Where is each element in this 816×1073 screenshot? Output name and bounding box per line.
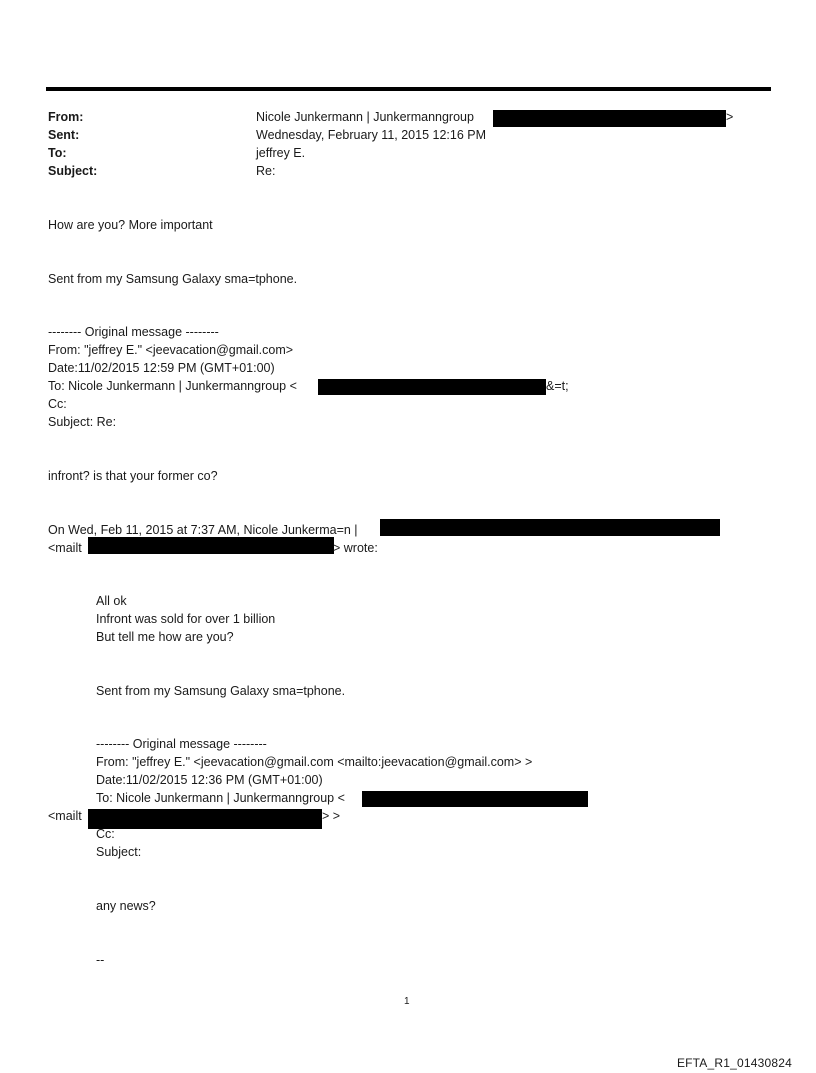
quoted-line-1: All ok [96,594,127,608]
infront-line: infront? is that your former co? [48,469,218,483]
quoted-any-news: any news? [96,899,156,913]
body-sent-from: Sent from my Samsung Galaxy sma=tphone. [48,272,298,286]
header-rule [46,87,771,91]
orig1-date: Date:11/02/2015 12:59 PM (GMT+01:00) [48,361,275,375]
subject-label: Subject: [48,164,98,178]
quoted-date: Date:11/02/2015 12:36 PM (GMT+01:00) [96,773,323,787]
mailto-start: <mailt [48,541,82,555]
orig1-subject: Subject: Re: [48,415,117,429]
orig1-cc: Cc: [48,397,67,411]
quoted-mailto-start: <mailt [48,809,82,823]
quoted-subject: Subject: [96,845,142,859]
quoted-cc: Cc: [96,827,115,841]
quoted-mailto-end: > > [322,809,341,823]
orig1-to-tail: &=t; [546,379,569,393]
quoted-separator: -------- Original message -------- [96,737,267,751]
redaction-box [88,809,322,829]
sent-label: Sent: [48,128,80,142]
from-label: From: [48,110,84,124]
redaction-box [88,537,334,554]
orig1-to: To: Nicole Junkermann | Junkermanngroup < [48,379,297,393]
to-value: jeffrey E. [256,146,306,160]
subject-value: Re: [256,164,276,178]
orig1-separator: -------- Original message -------- [48,325,219,339]
quoted-sent-from: Sent from my Samsung Galaxy sma=tphone. [96,684,346,698]
body-line-1: How are you? More important [48,218,213,232]
wrote-text: > wrote: [333,541,378,555]
quoted-line-3: But tell me how are you? [96,630,234,644]
redaction-box [362,791,588,807]
on-wed-line: On Wed, Feb 11, 2015 at 7:37 AM, Nicole Junkerma=n | [48,523,358,537]
from-tail: > [726,110,734,124]
page-number: 1 [404,996,410,1007]
quoted-from: From: "jeffrey E." <jeevacation@gmail.com <mailto:jeevacation@gmail.com> > [96,755,533,769]
footer-id: EFTA_R1_01430824 [676,1056,792,1070]
orig1-from: From: "jeffrey E." <jeevacation@gmail.com> [48,343,294,357]
sent-value: Wednesday, February 11, 2015 12:16 PM [256,128,486,142]
quoted-signature: -- [96,953,105,967]
from-value: Nicole Junkermann | Junkermanngroup [256,110,474,124]
quoted-to: To: Nicole Junkermann | Junkermanngroup < [96,791,345,805]
redaction-box [380,519,720,536]
redaction-box [493,110,726,127]
quoted-line-2: Infront was sold for over 1 billion [96,612,276,626]
to-label: To: [48,146,67,160]
redaction-box [318,379,546,395]
